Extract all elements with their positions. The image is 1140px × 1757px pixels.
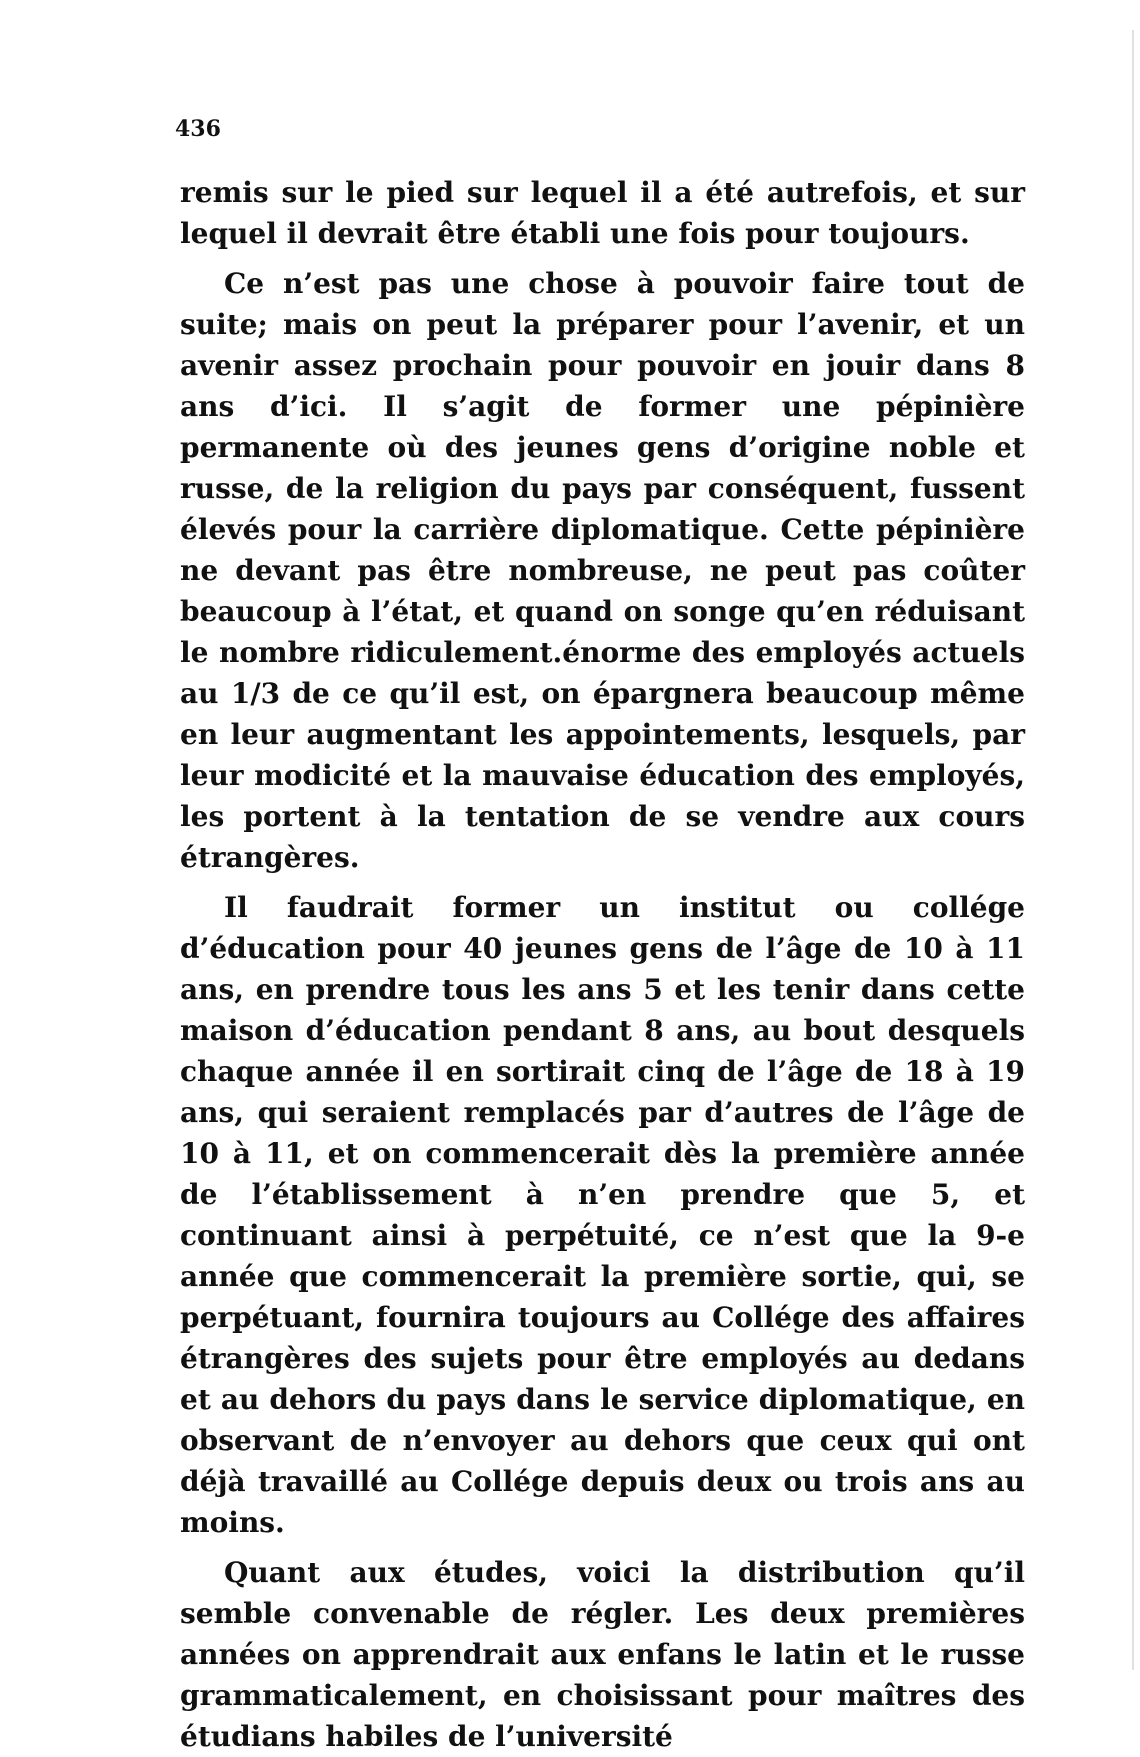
page-number: 436: [175, 116, 221, 142]
paragraph-2: Ce n’est pas une chose à pouvoir faire tout de suite; mais on peut la préparer pour l’avenir, et un avenir assez prochain pour pouvoir en jouir dans 8 ans d’ici. Il s’agit de former une pépinière permanente où des jeunes gens d’origine noble et russe, de la religion du pays par conséquent, fussent élevés pour la carrière diplomatique. Cette pépinière ne devant pas être nombreuse, ne peut pas coûter beaucoup à l’état, et quand on songe qu’en réduisant le nombre ridiculement.énorme des employés actuels au 1/3 de ce qu’il est, on épargnera beaucoup même en leur augmentant les appointements, lesquels, par leur modicité et la mauvaise éducation des employés, les portent à la tentation de se vendre aux cours étrangères.: [180, 267, 1025, 874]
body-text: [180, 172, 1025, 1757]
page-edge-line: [1132, 30, 1134, 1670]
paragraph-1: remis sur le pied sur lequel il a été autrefois, et sur lequel il devrait être établi une fois pour toujours.: [180, 176, 1025, 250]
paragraph-3: Il faudrait former un institut ou collége d’éducation pour 40 jeunes gens de l’âge de 10 à 11 ans, en prendre tous les ans 5 et les tenir dans cette maison d’éducation pendant 8 ans, au bout desquels chaque année il en sortirait cinq de l’âge de 18 à 19 ans, qui seraient remplacés par d’autres de l’âge de 10 à 11, et on commencerait dès la première année de l’établissement à n’en prendre que 5, et continuant ainsi à perpétuité, ce n’est que la 9-e année que commencerait la première sortie, qui, se perpétuant, fournira toujours au Collége des affaires étrangères des sujets pour être employés au dedans et au dehors du pays dans le service diplomatique, en observant de n’envoyer au dehors que ceux qui ont déjà travaillé au Collége depuis deux ou trois ans au moins.: [180, 891, 1025, 1539]
paragraph-4: Quant aux études, voici la distribution qu’il semble convenable de régler. Les deux premières années on apprendrait aux enfans le latin et le russe grammaticalement, en choisissant pour maîtres des étudians habiles de l’université: [180, 1556, 1025, 1753]
